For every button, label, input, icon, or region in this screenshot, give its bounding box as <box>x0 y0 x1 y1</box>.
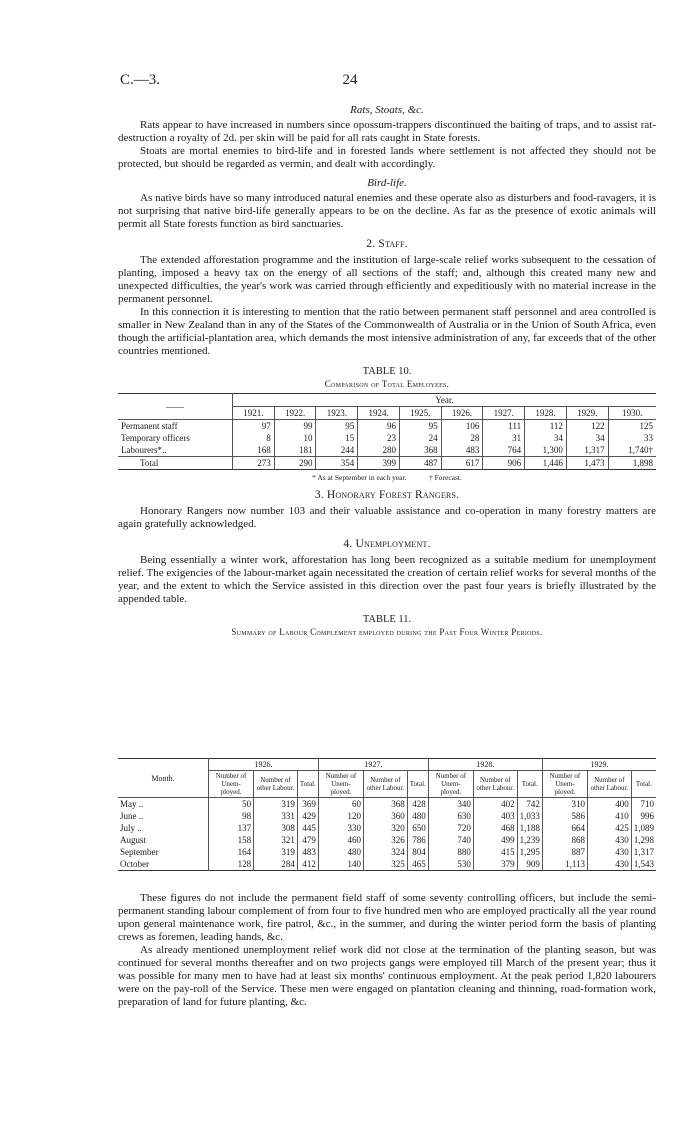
table11-head <box>118 759 656 798</box>
table11-cell: 740 <box>428 834 473 846</box>
table10-year-header: 1928. <box>525 407 567 420</box>
table10-cell: 181 <box>274 444 316 457</box>
table10-total-cell: 1,898 <box>608 457 656 470</box>
table-row <box>118 420 656 433</box>
table-row <box>118 858 656 871</box>
table-10 <box>118 393 656 470</box>
table11-cell: 321 <box>254 834 298 846</box>
table11-cell: 909 <box>517 858 542 871</box>
table10-cell: 168 <box>233 444 275 457</box>
closing-section <box>118 892 656 1009</box>
table10-year-header: 1925. <box>399 407 441 420</box>
table10-cell: 368 <box>399 444 441 457</box>
table11-cell: 415 <box>473 846 517 858</box>
table10-footnote-september: * As at September in each year. <box>312 473 407 482</box>
table11-cell: 158 <box>209 834 254 846</box>
table11-cell: 429 <box>297 810 318 822</box>
table11-month: August <box>120 835 147 845</box>
table11-cell: 368 <box>364 798 408 811</box>
table11-column-header: Number of Unem- ployed. <box>428 771 473 798</box>
table10-cell: 97 <box>233 420 275 433</box>
table11-cell: 430 <box>588 858 632 871</box>
table11-year-header: 1927. <box>318 759 428 771</box>
paragraph-staff-2: In this connection it is interesting to mention that the ratio between permanent staff personnel and area controlled is smaller in New Zealand than in any of the States of the Commonwealth of Australia or in the Union of South Africa, even though the artificial-plantation area, which demands the most intensive administration of any, far exceeds that of the other countries mentioned. <box>118 306 656 357</box>
table11-cell: 479 <box>297 834 318 846</box>
table11-cell: 1,113 <box>542 858 587 871</box>
table11-cell: 1,089 <box>631 822 656 834</box>
table10-cell: 34 <box>566 432 608 444</box>
table11-month-header: Month. <box>118 759 209 798</box>
table10-title: TABLE 10. <box>362 366 412 377</box>
table11-cell: 480 <box>407 810 428 822</box>
table10-total-cell: 906 <box>483 457 525 470</box>
paragraph-rats-1: Rats appear to have increased in numbers since opossum-trappers discontinued the baiting of traps, and to assist rat-destruction a royalty of 2d. per skin will be paid for all rats caught in State forests. <box>118 119 656 144</box>
table11-cell: 369 <box>297 798 318 811</box>
table11-cell: 128 <box>209 858 254 871</box>
table10-total-cell: 1,473 <box>566 457 608 470</box>
table11-cell: 996 <box>631 810 656 822</box>
table10-total-cell: 273 <box>233 457 275 470</box>
table11-cell: 412 <box>297 858 318 871</box>
table11-year-header: 1929. <box>542 759 656 771</box>
table11-cell: 465 <box>407 858 428 871</box>
table11-cell: 1,543 <box>631 858 656 871</box>
table11-cell: 460 <box>318 834 363 846</box>
table11-column-header: Number of other Labour. <box>364 771 408 798</box>
table-row <box>118 432 656 444</box>
table10-cell: 125 <box>608 420 656 433</box>
table10-total-cell: 399 <box>358 457 400 470</box>
table10-cell: 8 <box>233 432 275 444</box>
table-row <box>118 822 656 834</box>
table10-cell: 96 <box>358 420 400 433</box>
table10-footnotes <box>118 473 656 482</box>
document-code: C.—3. <box>120 72 161 88</box>
table11-cell: 720 <box>428 822 473 834</box>
table-row <box>118 810 656 822</box>
table11-month: October <box>120 859 149 869</box>
table11-cell: 120 <box>318 810 363 822</box>
table10-subtitle: Comparison of Total Employees. <box>324 379 450 389</box>
table11-cell: 742 <box>517 798 542 811</box>
table10-year-header: 1921. <box>233 407 275 420</box>
table10-cell: 280 <box>358 444 400 457</box>
table11-cell: 880 <box>428 846 473 858</box>
table11-wrapper <box>118 758 656 871</box>
table10-footnote-forecast: † Forecast. <box>428 473 462 482</box>
table11-year-header: 1926. <box>209 759 319 771</box>
table10-year-label: Year. <box>233 394 657 407</box>
table-row <box>118 798 656 811</box>
table10-cell: 33 <box>608 432 656 444</box>
table10-cell: 23 <box>358 432 400 444</box>
table11-cell: 50 <box>209 798 254 811</box>
table-row <box>118 846 656 858</box>
table10-total-cell: 290 <box>274 457 316 470</box>
table11-month: June .. <box>120 811 144 821</box>
heading-staff: 2. Staff. <box>366 238 408 250</box>
table10-year-header: 1922. <box>274 407 316 420</box>
table11-cell: 1,317 <box>631 846 656 858</box>
heading-unemployment: 4. Unemployment. <box>343 538 431 550</box>
table10-cell: 28 <box>441 432 483 444</box>
table11-cell: 868 <box>542 834 587 846</box>
table10-cell: 31 <box>483 432 525 444</box>
table10-cell: 1,300 <box>525 444 567 457</box>
table11-column-header: Total. <box>517 771 542 798</box>
table11-subtitle: Summary of Labour Complement employed during the Past Four Winter Periods. <box>231 627 543 637</box>
table10-total-cell: 1,446 <box>525 457 567 470</box>
table11-column-header: Number of Unem- ployed. <box>209 771 254 798</box>
table10-cell: 1,740† <box>608 444 656 457</box>
table11-cell: 164 <box>209 846 254 858</box>
page-number: 24 <box>342 72 358 88</box>
table10-total-cell: 487 <box>399 457 441 470</box>
table11-column-header: Total. <box>297 771 318 798</box>
table11-column-header: Number of Unem- ployed. <box>542 771 587 798</box>
table10-body <box>118 420 656 470</box>
table11-body <box>118 798 656 871</box>
table11-cell: 1,298 <box>631 834 656 846</box>
table11-cell: 887 <box>542 846 587 858</box>
table11-cell: 1,188 <box>517 822 542 834</box>
table10-cell: 34 <box>525 432 567 444</box>
table10-cell: 111 <box>483 420 525 433</box>
table11-cell: 430 <box>588 834 632 846</box>
table10-row-label: Permanent staff <box>121 421 178 431</box>
table11-cell: 664 <box>542 822 587 834</box>
heading-honorary-rangers: 3. Honorary Forest Rangers. <box>314 489 460 501</box>
table11-cell: 360 <box>364 810 408 822</box>
table11-column-header: Total. <box>631 771 656 798</box>
table11-cell: 710 <box>631 798 656 811</box>
table10-cell: 764 <box>483 444 525 457</box>
table11-cell: 425 <box>588 822 632 834</box>
page-body <box>118 98 656 641</box>
paragraph-bird-1: As native birds have so many introduced natural enemies and these operate also as disturbers and food-ravagers, it is not surprising that native bird-life generally appears to be on the decline. As far as the presence of exotic animals will permit all State forests function as bird sanctuaries. <box>118 192 656 230</box>
table11-cell: 319 <box>254 846 298 858</box>
table11-cell: 326 <box>364 834 408 846</box>
table11-cell: 284 <box>254 858 298 871</box>
table11-cell: 468 <box>473 822 517 834</box>
table11-cell: 310 <box>542 798 587 811</box>
table11-cell: 1,033 <box>517 810 542 822</box>
table10-total-cell: 354 <box>316 457 358 470</box>
table11-cell: 137 <box>209 822 254 834</box>
table-row <box>118 834 656 846</box>
table10-total-row <box>118 457 656 470</box>
table11-year-header: 1928. <box>428 759 542 771</box>
table11-cell: 403 <box>473 810 517 822</box>
table10-total-cell: 617 <box>441 457 483 470</box>
table11-cell: 140 <box>318 858 363 871</box>
table-11 <box>118 758 656 871</box>
table10-cell: 1,317 <box>566 444 608 457</box>
table10-row-label: Temporary officers <box>121 433 190 443</box>
table11-title: TABLE 11. <box>362 614 412 625</box>
table11-cell: 320 <box>364 822 408 834</box>
table11-month: May .. <box>120 799 144 809</box>
table10-cell: 483 <box>441 444 483 457</box>
table11-cell: 530 <box>428 858 473 871</box>
table10-year-header: 1923. <box>316 407 358 420</box>
table10-year-header: 1929. <box>566 407 608 420</box>
table11-cell: 630 <box>428 810 473 822</box>
table-row <box>118 444 656 457</box>
table11-cell: 445 <box>297 822 318 834</box>
table11-column-header: Number of Unem- ployed. <box>318 771 363 798</box>
table11-cell: 325 <box>364 858 408 871</box>
table10-cell: 99 <box>274 420 316 433</box>
table11-cell: 402 <box>473 798 517 811</box>
table11-cell: 483 <box>297 846 318 858</box>
heading-rats: Rats, Stoats, &c. <box>350 104 424 116</box>
paragraph-closing-2: As already mentioned unemployment relief work did not close at the termination of the planting season, but was continued for several months thereafter and on two projects gangs were employed till March of the present year; thus it was possible for many men to have had at least six months' continuous employment. At the peak period 1,820 labourers were on the pay-roll of the Service. These men were engaged on plantation cleaning and thinning, road-formation work, preparation of land for future planting, &c. <box>118 944 656 1008</box>
table11-cell: 60 <box>318 798 363 811</box>
table11-cell: 499 <box>473 834 517 846</box>
table11-cell: 1,239 <box>517 834 542 846</box>
table10-cell: 244 <box>316 444 358 457</box>
table11-month: July .. <box>120 823 142 833</box>
table11-cell: 308 <box>254 822 298 834</box>
table10-corner: —— <box>118 394 233 420</box>
table11-cell: 786 <box>407 834 428 846</box>
paragraph-rats-2: Stoats are mortal enemies to bird-life and in forested lands where settlement is not affected they should not be protected, but should be regarded as vermin, and dealt with accordingly. <box>118 145 656 170</box>
table11-cell: 480 <box>318 846 363 858</box>
table10-cell: 15 <box>316 432 358 444</box>
table10-year-header: 1926. <box>441 407 483 420</box>
table10-cell: 95 <box>316 420 358 433</box>
table10-total-label: Total <box>118 457 233 470</box>
table11-cell: 430 <box>588 846 632 858</box>
table10-year-header: 1930. <box>608 407 656 420</box>
table11-cell: 650 <box>407 822 428 834</box>
table10-cell: 10 <box>274 432 316 444</box>
table10-year-header: 1924. <box>358 407 400 420</box>
table10-cell: 24 <box>399 432 441 444</box>
paragraph-rangers: Honorary Rangers now number 103 and their valuable assistance and co-operation in many forestry matters are again gratefully acknowledged. <box>118 505 656 530</box>
table11-cell: 428 <box>407 798 428 811</box>
table11-column-header: Total. <box>407 771 428 798</box>
paragraph-closing-1: These figures do not include the permanent field staff of some seventy controlling officers, but include the semi-permanent standing labour complement of from four to five hundred men who are employed practically all the year round upon general maintenance work, fire patrol, &c., in the summer, and during the winter period form the basis of planting crews as foremen, leading hands, &c. <box>118 892 656 943</box>
table11-cell: 98 <box>209 810 254 822</box>
table10-row-label: Labourers*.. <box>121 445 167 455</box>
paragraph-unemployment: Being essentially a winter work, afforestation has long been recognized as a suitable medium for unemployment relief. The exigencies of the labour-market again necessitated the creation of certain relief works for several months of the year, and the extent to which the Service assisted in this direction over the past four years is briefly illustrated by the appended table. <box>118 554 656 605</box>
table10-cell: 122 <box>566 420 608 433</box>
paragraph-staff-1: The extended afforestation programme and the institution of large-scale relief works subsequent to the cessation of planting, imposed a heavy tax on the energy of all sections of the staff; and, although this created many new and unexpected difficulties, the year's work was carried through efficiently and expeditiously with no material increase in the permanent personnel. <box>118 254 656 305</box>
table11-cell: 340 <box>428 798 473 811</box>
table10-year-header: 1927. <box>483 407 525 420</box>
table11-column-header: Number of other Labour. <box>254 771 298 798</box>
table11-cell: 1,295 <box>517 846 542 858</box>
table10-cell: 112 <box>525 420 567 433</box>
table11-cell: 324 <box>364 846 408 858</box>
table11-cell: 586 <box>542 810 587 822</box>
table11-cell: 410 <box>588 810 632 822</box>
table11-cell: 379 <box>473 858 517 871</box>
table11-cell: 330 <box>318 822 363 834</box>
table10-cell: 106 <box>441 420 483 433</box>
table11-cell: 400 <box>588 798 632 811</box>
heading-bird-life: Bird-life. <box>367 177 407 189</box>
table11-month: September <box>120 847 159 857</box>
table10-cell: 95 <box>399 420 441 433</box>
table11-column-header: Number of other Labour. <box>588 771 632 798</box>
table11-cell: 319 <box>254 798 298 811</box>
table11-column-header: Number of other Labour. <box>473 771 517 798</box>
table11-cell: 331 <box>254 810 298 822</box>
table11-cell: 804 <box>407 846 428 858</box>
